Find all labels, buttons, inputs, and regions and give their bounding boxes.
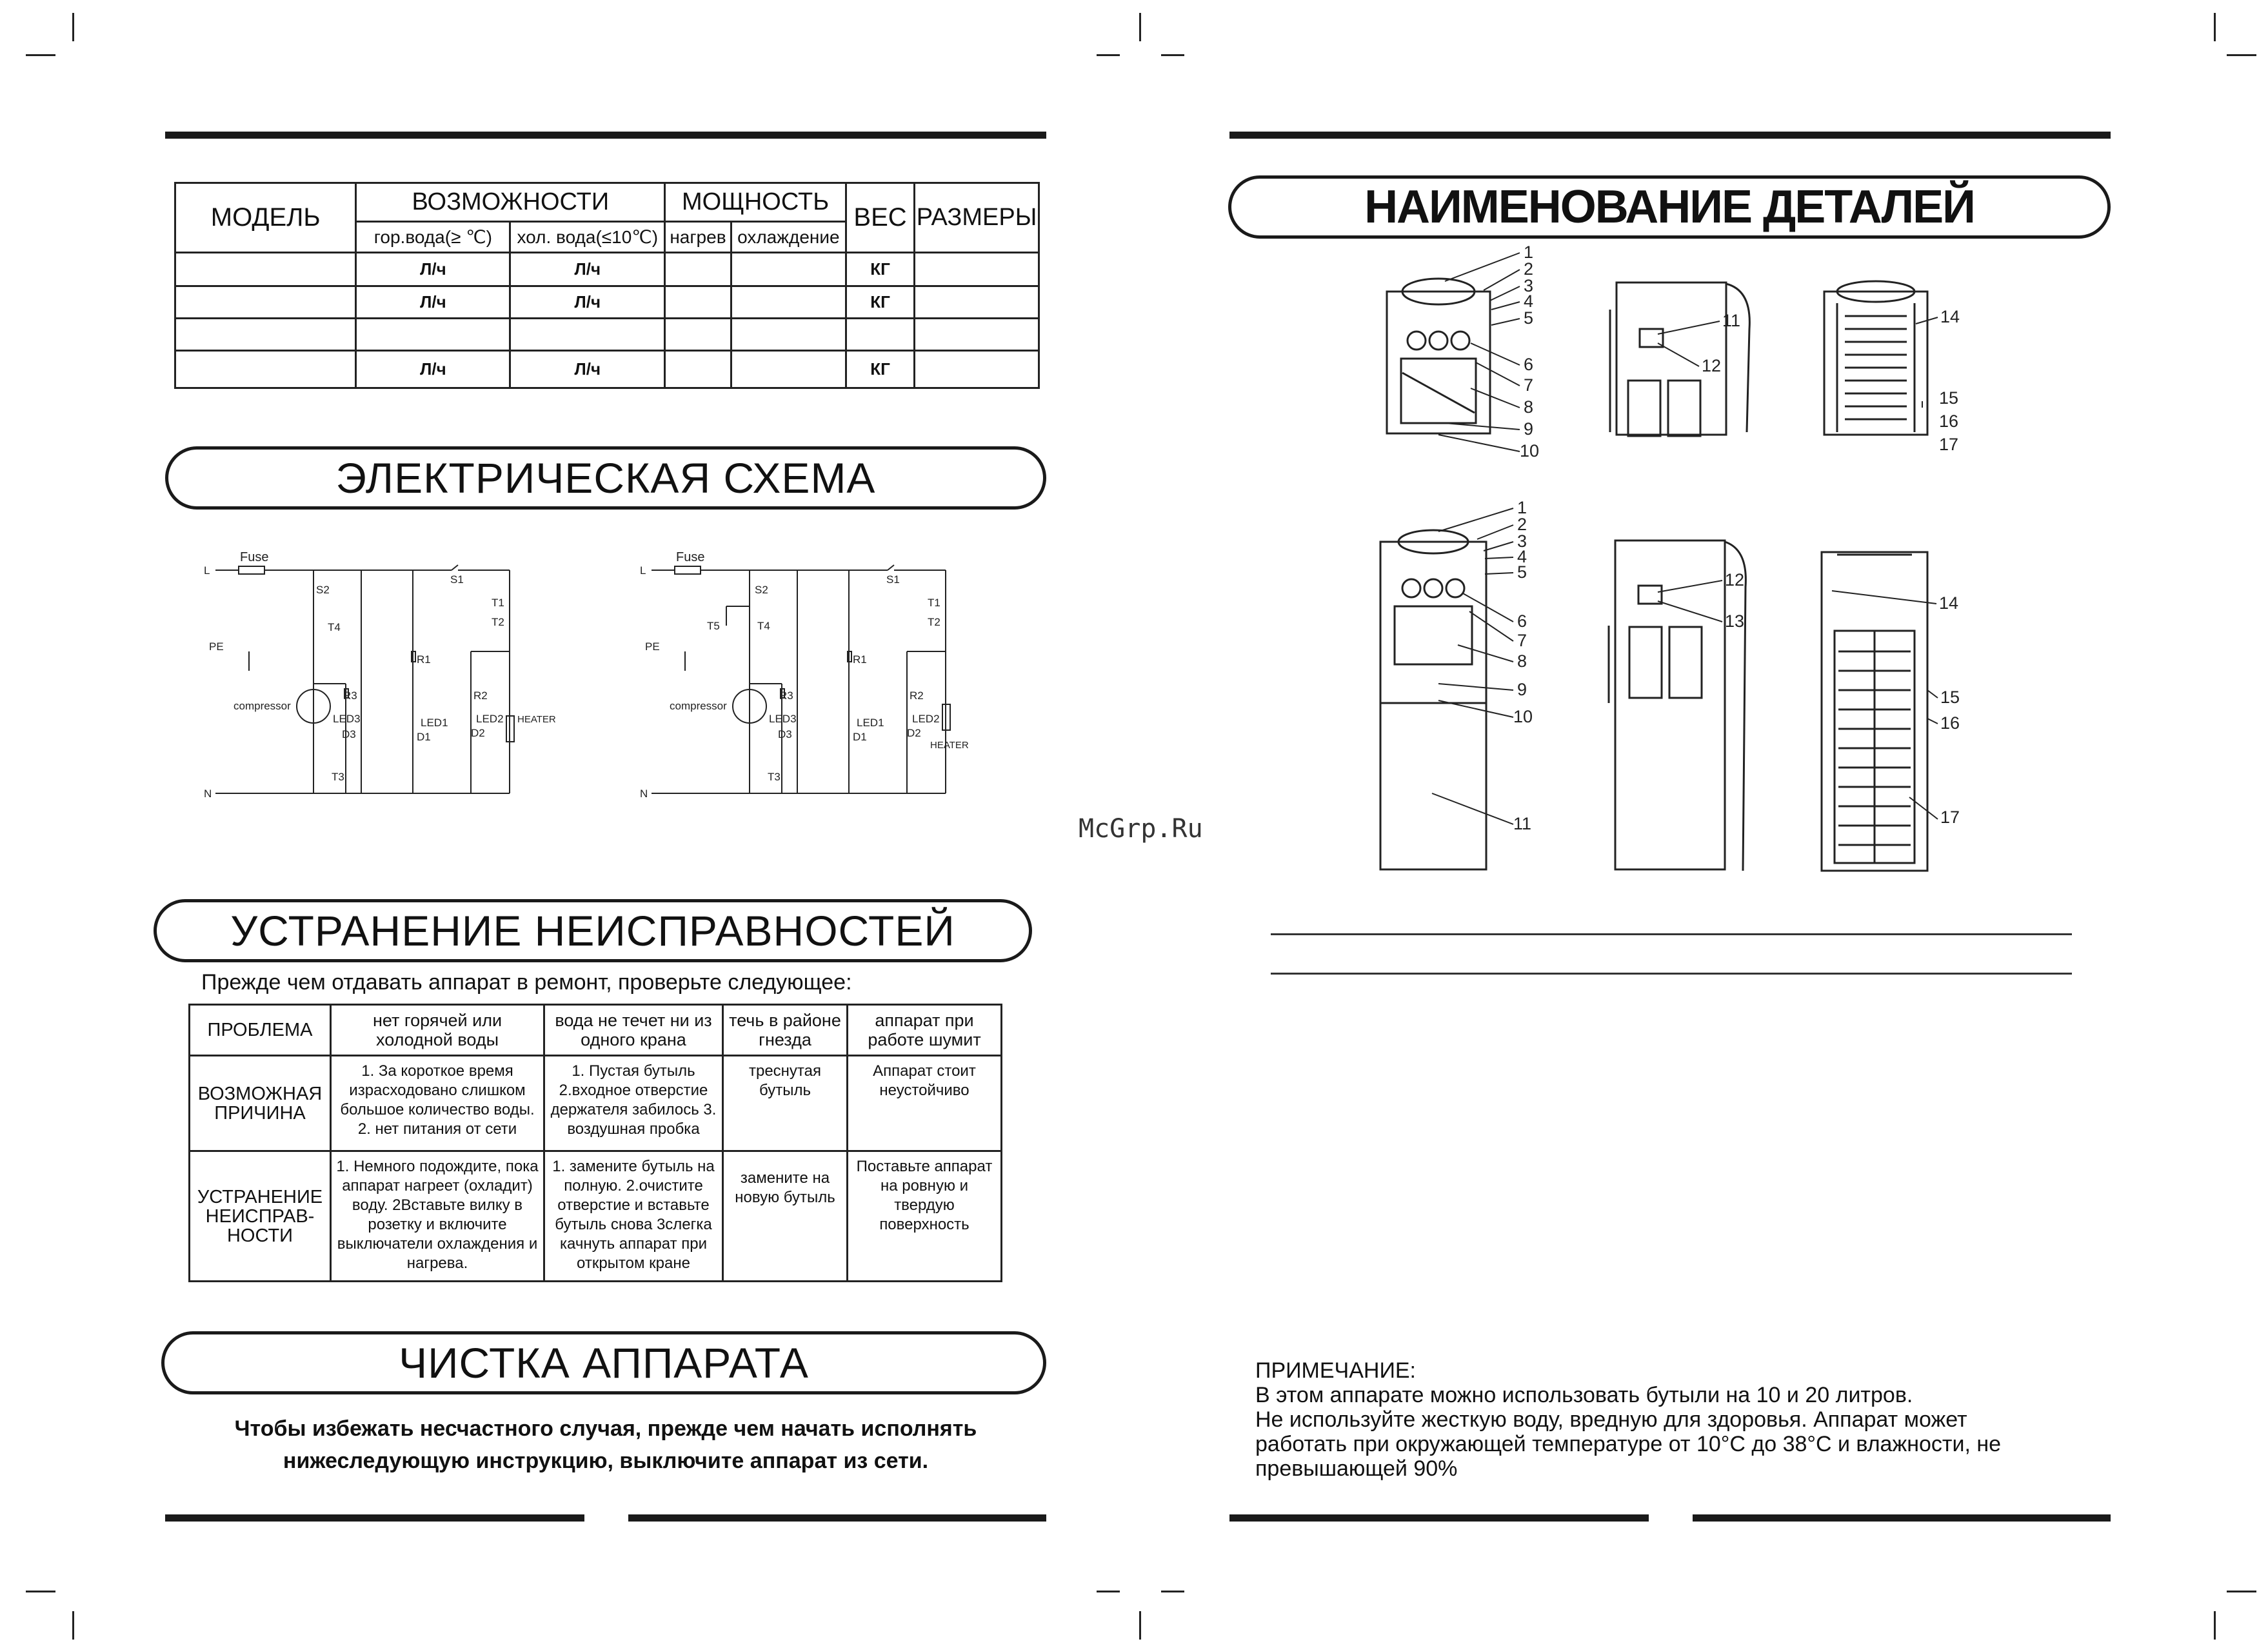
cleaning-warning-line2: нижеследующую инструкцию, выключите аппарат из сети. bbox=[283, 1449, 929, 1473]
separator-line bbox=[1271, 933, 2072, 935]
header-size: РАЗМЕРЫ bbox=[915, 183, 1039, 253]
label-T3: T3 bbox=[332, 771, 344, 783]
label-S2: S2 bbox=[316, 584, 330, 596]
part-number-5: 5 bbox=[1517, 562, 1527, 582]
part-number-11: 11 bbox=[1722, 311, 1741, 330]
bottom-rule bbox=[165, 1514, 584, 1522]
fix-cell: Поставьте аппарат на ровную и твердую поверхность bbox=[848, 1151, 1002, 1282]
table-row bbox=[175, 351, 1039, 388]
cell-cold: Л/ч bbox=[510, 253, 665, 286]
label-LED1: LED1 bbox=[421, 717, 448, 729]
part-number-16: 16 bbox=[1940, 713, 1960, 733]
part-number-7: 7 bbox=[1524, 375, 1534, 395]
label-LED3: LED3 bbox=[769, 713, 797, 725]
cleaning-warning-line1: Чтобы избежать несчастного случая, прежде чем начать исполнять bbox=[234, 1416, 977, 1441]
label-R1: R1 bbox=[853, 653, 867, 666]
problem-cell: вода не течет ни из одного крана bbox=[544, 1005, 723, 1056]
part-number-3: 3 bbox=[1524, 276, 1534, 295]
part-number-2: 2 bbox=[1524, 259, 1534, 279]
crop-mark bbox=[1139, 1611, 1141, 1640]
crop-mark bbox=[72, 13, 74, 41]
floor-back-view bbox=[1822, 552, 1927, 871]
crop-mark bbox=[1161, 1591, 1184, 1592]
part-number-6: 6 bbox=[1517, 611, 1527, 631]
table-row bbox=[175, 319, 1039, 351]
cleaning-warning bbox=[165, 1413, 1046, 1477]
label-T2: T2 bbox=[492, 616, 504, 628]
part-number-16: 16 bbox=[1939, 411, 1959, 431]
label-R3: R3 bbox=[343, 689, 357, 702]
part-number-9: 9 bbox=[1524, 419, 1534, 439]
label-heater: HEATER bbox=[930, 740, 969, 751]
crop-mark bbox=[26, 1591, 55, 1592]
part-number-17: 17 bbox=[1940, 808, 1960, 827]
crop-mark bbox=[2214, 13, 2216, 41]
label-LED2: LED2 bbox=[912, 713, 940, 725]
label-LED2: LED2 bbox=[476, 713, 504, 725]
label-D3: D3 bbox=[342, 728, 356, 740]
cell-hot: Л/ч bbox=[356, 351, 510, 388]
desktop-back-view bbox=[1824, 281, 1927, 435]
part-number-15: 15 bbox=[1940, 688, 1960, 707]
heading-troubleshooting: УСТРАНЕНИЕ НЕИСПРАВНОСТЕЙ bbox=[154, 899, 1032, 962]
desktop-front-view bbox=[1387, 279, 1490, 433]
bottom-rule bbox=[1693, 1514, 2111, 1522]
label-T2: T2 bbox=[928, 616, 940, 628]
top-rule-right bbox=[1229, 132, 2111, 139]
part-number-10: 10 bbox=[1520, 441, 1540, 461]
crop-mark bbox=[1097, 54, 1120, 56]
problem-cell: нет горячей или холодной воды bbox=[331, 1005, 544, 1056]
part-number-8: 8 bbox=[1524, 397, 1534, 417]
part-number-3: 3 bbox=[1517, 531, 1527, 551]
crop-mark bbox=[2227, 54, 2256, 56]
part-number-1: 1 bbox=[1517, 498, 1527, 517]
crop-mark bbox=[1097, 1591, 1120, 1592]
crop-mark bbox=[1139, 13, 1141, 41]
label-fuse: Fuse bbox=[676, 550, 705, 564]
part-number-6: 6 bbox=[1524, 355, 1534, 374]
row-label-fix: УСТРАНЕНИЕ НЕИСПРАВ- НОСТИ bbox=[190, 1151, 331, 1282]
cell-weight: КГ bbox=[846, 253, 914, 286]
label-L: L bbox=[204, 564, 210, 577]
heading-cleaning: ЧИСТКА АППАРАТА bbox=[161, 1331, 1046, 1394]
fix-cell: замените на новую бутыль bbox=[723, 1151, 848, 1282]
cell-cold bbox=[510, 319, 665, 351]
fix-cell: 1. Немного подождите, пока аппарат нагреет (охладит) воду. 2Вставьте вилку в розетку и включите выключатели охлаждения и нагрева. bbox=[331, 1151, 544, 1282]
label-D2: D2 bbox=[907, 727, 921, 739]
label-LED3: LED3 bbox=[333, 713, 361, 725]
header-model: МОДЕЛЬ bbox=[175, 183, 356, 253]
schematic-diagram-1 bbox=[215, 565, 514, 793]
crop-mark bbox=[26, 54, 55, 56]
troubleshooting-table bbox=[188, 1004, 1002, 1282]
cell-hot bbox=[356, 319, 510, 351]
table-row bbox=[175, 253, 1039, 286]
cell-weight: КГ bbox=[846, 286, 914, 319]
cause-cell: 1. За короткое время израсходовано слишком большое количество воды. 2. нет питания от сети bbox=[331, 1056, 544, 1151]
bottom-rule bbox=[1229, 1514, 1649, 1522]
header-features: ВОЗМОЖНОСТИ bbox=[356, 183, 665, 222]
floor-side-view bbox=[1609, 540, 1746, 871]
troubleshooting-intro: Прежде чем отдавать аппарат в ремонт, проверьте следующее: bbox=[201, 970, 852, 995]
crop-mark bbox=[1161, 54, 1184, 56]
part-number-5: 5 bbox=[1524, 308, 1534, 328]
header-cooling: охлаждение bbox=[731, 222, 846, 253]
label-PE: PE bbox=[209, 640, 224, 653]
parts-diagram bbox=[1355, 239, 2025, 877]
label-T4: T4 bbox=[757, 620, 770, 632]
problem-cell: течь в районе гнезда bbox=[723, 1005, 848, 1056]
part-number-14: 14 bbox=[1939, 593, 1959, 613]
label-T1: T1 bbox=[928, 597, 940, 609]
part-number-14: 14 bbox=[1940, 307, 1960, 326]
heading-parts: НАИМЕНОВАНИЕ ДЕТАЛЕЙ bbox=[1228, 175, 2111, 239]
schematic-diagram-2 bbox=[652, 565, 950, 793]
part-number-9: 9 bbox=[1517, 680, 1527, 699]
part-number-4: 4 bbox=[1517, 547, 1527, 566]
part-number-13: 13 bbox=[1725, 611, 1745, 631]
watermark: McGrp.Ru bbox=[1079, 814, 1203, 844]
heading-electrical: ЭЛЕКТРИЧЕСКАЯ СХЕМА bbox=[165, 446, 1046, 510]
floor-front-view bbox=[1380, 530, 1486, 869]
problem-cell: аппарат при работе шумит bbox=[848, 1005, 1002, 1056]
label-D3: D3 bbox=[778, 728, 792, 740]
label-compressor: compressor bbox=[234, 700, 291, 712]
cause-cell: Аппарат стоит неустойчиво bbox=[848, 1056, 1002, 1151]
label-R2: R2 bbox=[910, 689, 924, 702]
cell-hot: Л/ч bbox=[356, 253, 510, 286]
separator-line bbox=[1271, 973, 2072, 975]
label-S2: S2 bbox=[755, 584, 768, 596]
label-T1: T1 bbox=[492, 597, 504, 609]
part-number-12: 12 bbox=[1725, 570, 1745, 590]
label-T3: T3 bbox=[768, 771, 781, 783]
note bbox=[1255, 1358, 2001, 1481]
header-hot-water: гор.вода(≥ ℃) bbox=[356, 222, 510, 253]
label-N: N bbox=[640, 788, 648, 800]
label-T4: T4 bbox=[328, 621, 341, 633]
label-fuse: Fuse bbox=[240, 550, 269, 564]
electrical-schematic bbox=[187, 535, 1045, 806]
label-L: L bbox=[640, 564, 646, 577]
part-number-11: 11 bbox=[1513, 814, 1532, 833]
part-number-7: 7 bbox=[1517, 631, 1527, 650]
part-number-17: 17 bbox=[1939, 435, 1959, 454]
bottom-rule bbox=[628, 1514, 1046, 1522]
note-title: ПРИМЕЧАНИЕ: bbox=[1255, 1358, 1417, 1383]
note-line: Не используйте жесткую воду, вредную для здоровья. Аппарат может bbox=[1255, 1407, 1967, 1432]
note-line: работать при окружающей температуре от 10°С до 38°С и влажности, не bbox=[1255, 1432, 2002, 1456]
top-rule-left bbox=[165, 132, 1046, 139]
cell-cold: Л/ч bbox=[510, 351, 665, 388]
table-row bbox=[175, 286, 1039, 319]
row-label-problem: ПРОБЛЕМА bbox=[190, 1005, 331, 1056]
label-S1: S1 bbox=[886, 573, 900, 586]
label-T5: T5 bbox=[707, 620, 720, 632]
spec-table bbox=[174, 182, 1040, 389]
crop-mark bbox=[2227, 1591, 2256, 1592]
label-heater: HEATER bbox=[517, 714, 556, 725]
label-R1: R1 bbox=[417, 653, 431, 666]
header-power: МОЩНОСТЬ bbox=[665, 183, 846, 222]
label-D2: D2 bbox=[471, 727, 485, 739]
label-compressor: compressor bbox=[670, 700, 727, 712]
part-number-10: 10 bbox=[1513, 707, 1533, 726]
note-line: В этом аппарате можно использовать бутыли на 10 и 20 литров. bbox=[1255, 1383, 1913, 1407]
crop-mark bbox=[2214, 1611, 2216, 1640]
cell-hot: Л/ч bbox=[356, 286, 510, 319]
label-R3: R3 bbox=[779, 689, 793, 702]
fix-cell: 1. замените бутыль на полную. 2.очистите отверстие и вставьте бутыль снова 3слегка качнуть аппарат при открытом кране bbox=[544, 1151, 723, 1282]
label-N: N bbox=[204, 788, 212, 800]
desktop-side-view bbox=[1610, 283, 1749, 436]
label-LED1: LED1 bbox=[857, 717, 884, 729]
cell-cold: Л/ч bbox=[510, 286, 665, 319]
part-number-12: 12 bbox=[1702, 356, 1722, 375]
cell-weight: КГ bbox=[846, 351, 914, 388]
cause-cell: 1. Пустая бутыль 2.входное отверстие держателя забилось 3. воздушная пробка bbox=[544, 1056, 723, 1151]
part-number-8: 8 bbox=[1517, 651, 1527, 671]
cell-weight bbox=[846, 319, 914, 351]
cause-cell: треснутая бутыль bbox=[723, 1056, 848, 1151]
header-heating: нагрев bbox=[665, 222, 731, 253]
header-cold-water: хол. вода(≤10℃) bbox=[510, 222, 665, 253]
crop-mark bbox=[72, 1611, 74, 1640]
label-S1: S1 bbox=[450, 573, 464, 586]
label-D1: D1 bbox=[853, 731, 867, 743]
part-number-4: 4 bbox=[1524, 292, 1534, 311]
header-weight: ВЕС bbox=[846, 183, 914, 253]
part-number-15: 15 bbox=[1939, 388, 1959, 408]
row-label-cause: ВОЗМОЖНАЯ ПРИЧИНА bbox=[190, 1056, 331, 1151]
label-PE: PE bbox=[645, 640, 660, 653]
label-D1: D1 bbox=[417, 731, 431, 743]
part-number-2: 2 bbox=[1517, 515, 1527, 534]
part-number-1: 1 bbox=[1524, 243, 1534, 262]
label-R2: R2 bbox=[473, 689, 488, 702]
note-line: превышающей 90% bbox=[1255, 1456, 1458, 1481]
